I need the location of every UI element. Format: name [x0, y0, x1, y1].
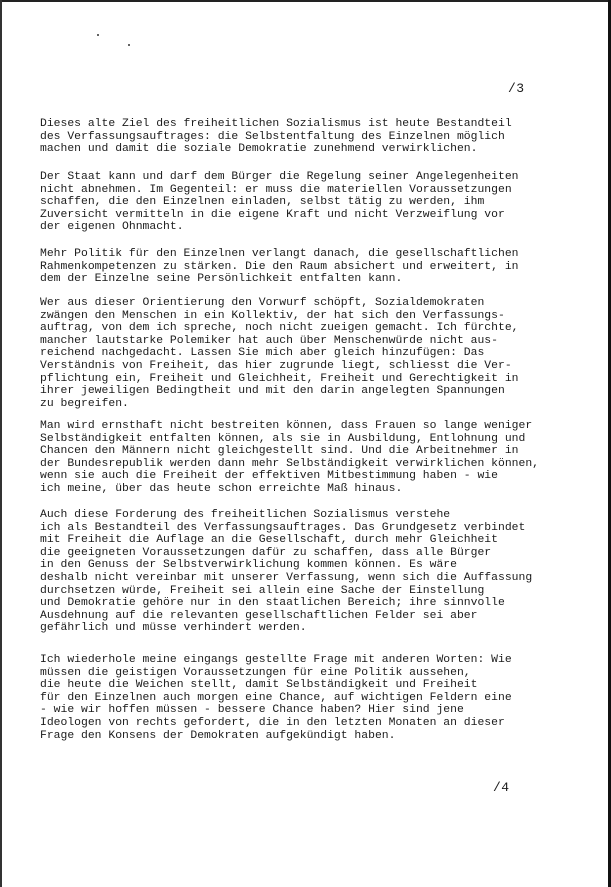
scan-speck	[97, 34, 99, 36]
paragraph-4: Wer aus dieser Orientierung den Vorwurf schöpft, Sozialdemokraten zwängen den Menschen in ein Kollektiv, der hat sich den Verfassungs- auftrag, von dem ich spreche, noch nicht zueigen gemacht. Ich fürchte, mancher lautstarke Polemiker hat auch über Menschenwürde nicht aus- reichend nachgedacht. Lassen Sie mich aber gleich hinzufügen: Das Verständnis von Freiheit, das hier zugrunde liegt, schliesst die Ver- pflichtung ein, Freiheit und Gleichheit, Freiheit und Gerechtigkeit in ihrer jeweiligen Bedingtheit und mit den darin angelegten Spannungen zu begreifen.	[40, 297, 519, 410]
page-number-top: /3	[508, 81, 525, 96]
scan-border-left	[0, 0, 2, 887]
page-number-bottom: /4	[493, 780, 510, 795]
paragraph-6: Auch diese Forderung des freiheitlichen Sozialismus verstehe ich als Bestandteil des Verfassungsauftrages. Das Grundgesetz verbindet mit Freiheit die Auflage an die Gesellschaft, durch mehr Gleichheit die geeigneten Voraussetzungen dafür zu schaffen, dass alle Bürger in den Genuss der Selbstverwirklichung kommen können. Es wäre deshalb nicht vereinbar mit unserer Verfassung, wenn sich die Auffassung durchsetzen würde, Freiheit sei allein eine Sache der Einstellung und Demokratie gehöre nur in den staatlichen Bereich; ihre sinnvolle Ausdehnung auf die relevanten gesellschaftlichen Felder sei aber gefährlich und müsse verhindert werden.	[40, 509, 533, 635]
scan-border-top	[0, 0, 611, 2]
paragraph-2: Der Staat kann und darf dem Bürger die Regelung seiner Angelegenheiten nicht abnehmen. Im Gegenteil: er muss die materiellen Voraussetzungen schaffen, die den Einzelnen einladen, selbst tätig zu werden, ihm Zuversicht vermitteln in die eigene Kraft und nicht Verzweiflung vor der eigenen Ohnmacht.	[40, 171, 519, 234]
paragraph-1: Dieses alte Ziel des freiheitlichen Sozialismus ist heute Bestandteil des Verfassungsauftrages: die Selbstentfaltung des Einzelnen möglich machen und damit die soziale Demokratie zunehmend verwirklichen.	[40, 118, 512, 156]
paragraph-5: Man wird ernsthaft nicht bestreiten können, dass Frauen so lange weniger Selbständigkeit entfalten können, als sie in Ausbildung, Entlohnung und Chancen den Männern nicht gleichgestellt sind. Und die Arbeitnehmer in der Bundesrepublik werden dann mehr Selbständigkeit verwirklichen können, wenn sie auch die Freiheit der effektiven Mitbestimmung haben - wie ich meine, über das heute schon erreichte Maß hinaus.	[40, 420, 539, 495]
paragraph-7: Ich wiederhole meine eingangs gestellte Frage mit anderen Worten: Wie müssen die geistigen Voraussetzungen für eine Politik aussehen, die heute die Weichen stellt, damit Selbständigkeit und Freiheit für den Einzelnen auch morgen eine Chance, auf wichtigen Feldern eine - wie wir hoffen müssen - bessere Chance haben? Hier sind jene Ideologen von rechts gefordert, die in den letzten Monaten an dieser Frage den Konsens der Demokraten aufgekündigt haben.	[40, 654, 512, 742]
paragraph-3: Mehr Politik für den Einzelnen verlangt danach, die gesellschaftlichen Rahmenkompetenzen zu stärken. Die den Raum absichert und erweitert, in dem der Einzelne seine Persönlichkeit entfalten kann.	[40, 248, 519, 286]
scan-speck	[128, 44, 130, 46]
